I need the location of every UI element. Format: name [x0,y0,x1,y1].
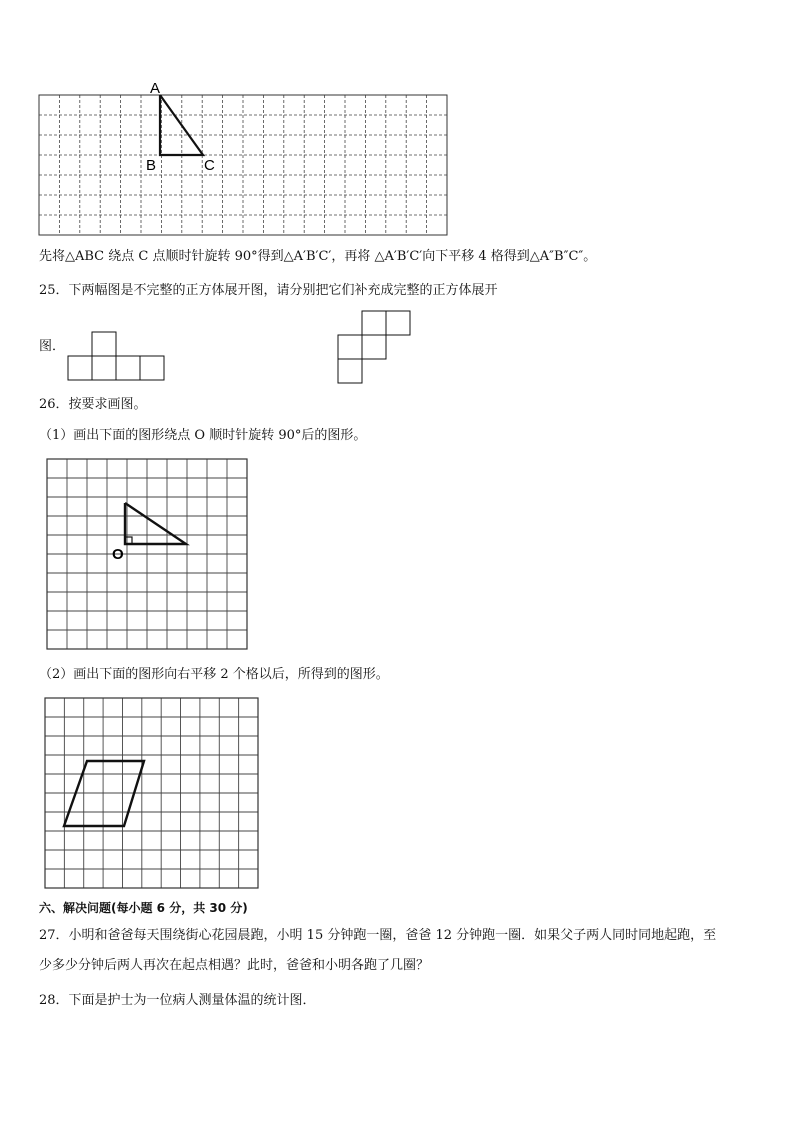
section-heading: 六、解决问题(每小题 6 分，共 30 分) [39,901,248,915]
q28-text: 28．下面是护士为一位病人测量体温的统计图． [39,993,316,1008]
q27-line1: 27．小明和爸爸每天围绕街心花园晨跑，小明 15 分钟跑一圈，爸爸 12 分钟跑一圈．如果父子两人同时同地起跑，至 [39,928,717,943]
q26-part2: （2）画出下面的图形向右平移 2 个格以后，所得到的图形。 [39,667,389,682]
translation-grid-q26 [0,0,300,900]
point-o-label: O [112,546,124,563]
label-a: A [150,80,161,97]
q26-title: 26．按要求画图。 [39,397,147,412]
label-b: B [146,157,157,174]
q24-instruction: 先将△ABC 绕点 C 点顺时针旋转 90°得到△A′B′C′，再将 △A′B′C′向下平移 4 格得到△A″B″C″。 [39,249,597,264]
q27-line2: 少多少分钟后两人再次在起点相遇？此时，爸爸和小明各跑了几圈？ [39,958,430,973]
q26-part1: （1）画出下面的图形绕点 O 顺时针旋转 90°后的图形。 [39,428,367,443]
q25-line1: 25．下两幅图是不完整的正方体展开图，请分别把它们补充成完整的正方体展开 [39,283,498,298]
q25-line2: 图． [39,339,66,354]
parallelogram-shape [64,761,144,826]
label-c: C [204,157,215,174]
